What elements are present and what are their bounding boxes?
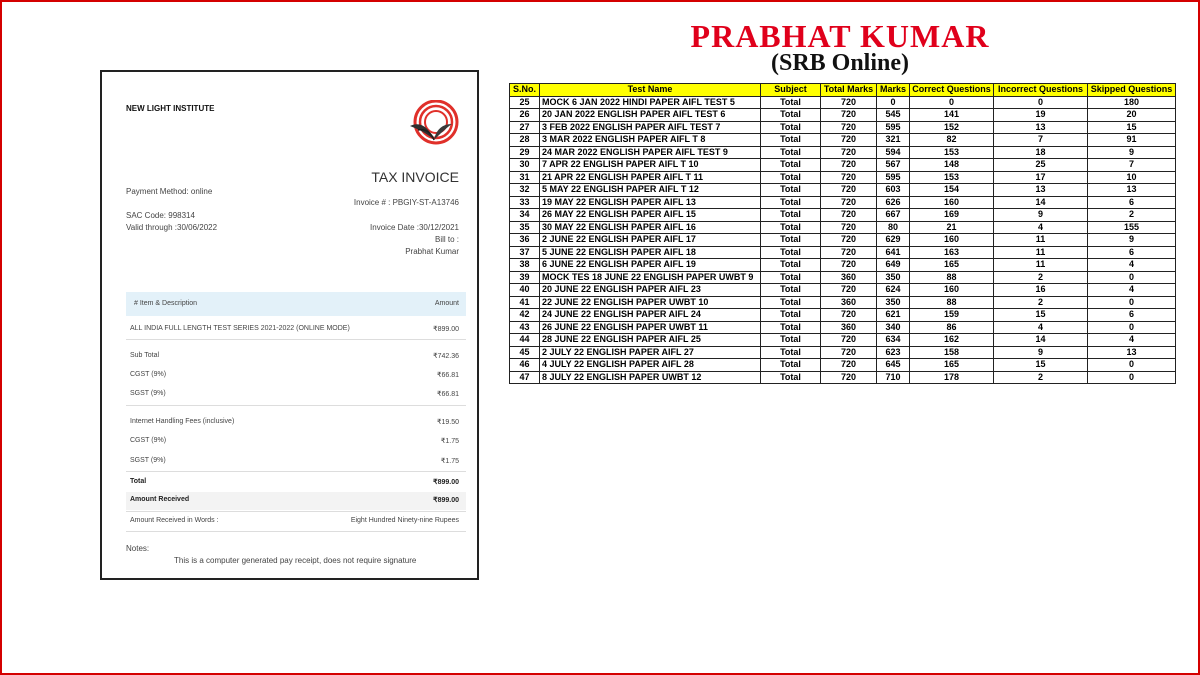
col-test-name: Test Name: [540, 84, 761, 97]
results-table: [509, 83, 1176, 384]
cell-sno: 27: [510, 121, 540, 134]
table-row: [510, 246, 1176, 259]
cell-marks: 645: [877, 359, 910, 372]
notes-label: Notes:: [126, 544, 150, 553]
table-row: [510, 359, 1176, 372]
cell-sno: 41: [510, 296, 540, 309]
cell-skipped: 155: [1088, 221, 1176, 234]
cell-total-marks: 720: [821, 121, 877, 134]
cgst-label: CGST (9%): [130, 371, 167, 378]
divider: [126, 405, 466, 406]
cell-test-name: 7 APR 22 ENGLISH PAPER AIFL T 10: [540, 159, 761, 172]
cell-skipped: 13: [1088, 184, 1176, 197]
cell-skipped: 6: [1088, 196, 1176, 209]
invoice-date: Invoice Date :30/12/2021: [370, 223, 459, 232]
cell-sno: 36: [510, 234, 540, 247]
cell-marks: 624: [877, 284, 910, 297]
cell-skipped: 6: [1088, 246, 1176, 259]
cell-incorrect: 13: [994, 184, 1088, 197]
table-row: [510, 196, 1176, 209]
sub-total-value: ₹742.36: [433, 353, 459, 360]
cell-marks: 545: [877, 109, 910, 122]
cell-incorrect: 14: [994, 196, 1088, 209]
cell-marks: 595: [877, 171, 910, 184]
cell-sno: 29: [510, 146, 540, 159]
amount-received-label: Amount Received: [130, 496, 190, 503]
table-row: [510, 221, 1176, 234]
sgst2-label: SGST (9%): [130, 457, 166, 464]
cell-marks: 634: [877, 334, 910, 347]
notes-text: This is a computer generated pay receipt, does not require signature: [174, 556, 417, 565]
cell-test-name: 21 APR 22 ENGLISH PAPER AIFL T 11: [540, 171, 761, 184]
cell-subject: Total: [761, 221, 821, 234]
cell-marks: 649: [877, 259, 910, 272]
cell-subject: Total: [761, 159, 821, 172]
cell-correct: 158: [910, 346, 994, 359]
cell-marks: 350: [877, 271, 910, 284]
cell-total-marks: 720: [821, 346, 877, 359]
valid-through: Valid through :30/06/2022: [126, 223, 218, 232]
cell-correct: 169: [910, 209, 994, 222]
cell-correct: 21: [910, 221, 994, 234]
table-row: [510, 96, 1176, 109]
cell-subject: Total: [761, 246, 821, 259]
cell-correct: 88: [910, 271, 994, 284]
cell-sno: 38: [510, 259, 540, 272]
cell-incorrect: 15: [994, 359, 1088, 372]
cell-skipped: 7: [1088, 159, 1176, 172]
cell-sno: 45: [510, 346, 540, 359]
cell-incorrect: 9: [994, 209, 1088, 222]
cell-subject: Total: [761, 271, 821, 284]
cell-marks: 595: [877, 121, 910, 134]
cell-subject: Total: [761, 359, 821, 372]
cell-total-marks: 720: [821, 96, 877, 109]
cell-sno: 37: [510, 246, 540, 259]
table-row: [510, 321, 1176, 334]
cell-correct: 160: [910, 284, 994, 297]
cell-incorrect: 17: [994, 171, 1088, 184]
cell-skipped: 2: [1088, 209, 1176, 222]
cell-incorrect: 0: [994, 96, 1088, 109]
cell-incorrect: 14: [994, 334, 1088, 347]
cell-incorrect: 11: [994, 246, 1088, 259]
cell-correct: 178: [910, 371, 994, 384]
cell-subject: Total: [761, 234, 821, 247]
cell-skipped: 15: [1088, 121, 1176, 134]
invoice-title: TAX INVOICE: [371, 169, 459, 185]
cell-total-marks: 720: [821, 171, 877, 184]
cell-sno: 40: [510, 284, 540, 297]
col-incorrect: Incorrect Questions: [994, 84, 1088, 97]
table-row: [510, 346, 1176, 359]
cell-total-marks: 720: [821, 184, 877, 197]
table-row: [510, 309, 1176, 322]
cell-total-marks: 720: [821, 159, 877, 172]
cell-test-name: 20 JAN 2022 ENGLISH PAPER AIFL TEST 6: [540, 109, 761, 122]
cell-skipped: 0: [1088, 321, 1176, 334]
table-row: [510, 109, 1176, 122]
cell-incorrect: 11: [994, 259, 1088, 272]
cell-test-name: 24 JUNE 22 ENGLISH PAPER AIFL 24: [540, 309, 761, 322]
payment-method: Payment Method: online: [126, 187, 213, 196]
cell-marks: 567: [877, 159, 910, 172]
table-row: [510, 271, 1176, 284]
institute-name: NEW LIGHT INSTITUTE: [126, 104, 215, 113]
col-sno: S.No.: [510, 84, 540, 97]
cell-incorrect: 18: [994, 146, 1088, 159]
cell-marks: 340: [877, 321, 910, 334]
cell-correct: 82: [910, 134, 994, 147]
cell-correct: 162: [910, 334, 994, 347]
sac-code: SAC Code: 998314: [126, 211, 195, 220]
tax-invoice: [100, 70, 479, 580]
cell-subject: Total: [761, 346, 821, 359]
cell-test-name: 5 JUNE 22 ENGLISH PAPER AIFL 18: [540, 246, 761, 259]
amount-received-value: ₹899.00: [433, 497, 459, 504]
cell-subject: Total: [761, 334, 821, 347]
cell-test-name: 2 JULY 22 ENGLISH PAPER AIFL 27: [540, 346, 761, 359]
bill-to-name: Prabhat Kumar: [405, 247, 459, 256]
cell-marks: 350: [877, 296, 910, 309]
cell-test-name: 24 MAR 2022 ENGLISH PAPER AIFL TEST 9: [540, 146, 761, 159]
cell-sno: 46: [510, 359, 540, 372]
table-row: [510, 134, 1176, 147]
amount-words-value: Eight Hundred Ninety-nine Rupees: [350, 517, 459, 524]
cell-marks: 594: [877, 146, 910, 159]
cell-skipped: 4: [1088, 284, 1176, 297]
cell-sno: 33: [510, 196, 540, 209]
cell-incorrect: 4: [994, 321, 1088, 334]
cell-correct: 163: [910, 246, 994, 259]
cell-test-name: 20 JUNE 22 ENGLISH PAPER AIFL 23: [540, 284, 761, 297]
cell-total-marks: 720: [821, 284, 877, 297]
cell-skipped: 0: [1088, 371, 1176, 384]
cell-sno: 26: [510, 109, 540, 122]
cell-correct: 148: [910, 159, 994, 172]
cell-total-marks: 720: [821, 109, 877, 122]
total-label: Total: [130, 478, 147, 485]
cell-incorrect: 16: [994, 284, 1088, 297]
col-subject: Subject: [761, 84, 821, 97]
cell-correct: 0: [910, 96, 994, 109]
cell-sno: 30: [510, 159, 540, 172]
col-correct: Correct Questions: [910, 84, 994, 97]
page-subtitle: (SRB Online): [770, 50, 910, 76]
cell-marks: 603: [877, 184, 910, 197]
cell-sno: 28: [510, 134, 540, 147]
cell-total-marks: 720: [821, 259, 877, 272]
cell-sno: 34: [510, 209, 540, 222]
cell-sno: 25: [510, 96, 540, 109]
cell-total-marks: 720: [821, 371, 877, 384]
cell-correct: 154: [910, 184, 994, 197]
table-row: [510, 171, 1176, 184]
cell-subject: Total: [761, 171, 821, 184]
cell-total-marks: 720: [821, 221, 877, 234]
cgst-value: ₹66.81: [437, 372, 459, 379]
cell-incorrect: 2: [994, 296, 1088, 309]
cgst2-label: CGST (9%): [130, 437, 167, 444]
cell-total-marks: 720: [821, 246, 877, 259]
cell-total-marks: 720: [821, 209, 877, 222]
cell-sno: 43: [510, 321, 540, 334]
cell-incorrect: 15: [994, 309, 1088, 322]
cell-total-marks: 360: [821, 296, 877, 309]
cell-total-marks: 720: [821, 134, 877, 147]
cell-sno: 44: [510, 334, 540, 347]
cell-skipped: 0: [1088, 296, 1176, 309]
col-skipped: Skipped Questions: [1088, 84, 1176, 97]
table-row: [510, 184, 1176, 197]
cell-marks: 667: [877, 209, 910, 222]
table-header-row: [510, 84, 1176, 97]
handling-fee-label: Internet Handling Fees (inclusive): [130, 418, 235, 425]
cell-skipped: 20: [1088, 109, 1176, 122]
cell-subject: Total: [761, 296, 821, 309]
cell-subject: Total: [761, 309, 821, 322]
bill-to-label: Bill to :: [434, 235, 459, 244]
cell-test-name: MOCK TES 18 JUNE 22 ENGLISH PAPER UWBT 9: [540, 271, 761, 284]
cell-skipped: 180: [1088, 96, 1176, 109]
cell-incorrect: 11: [994, 234, 1088, 247]
cell-skipped: 10: [1088, 171, 1176, 184]
cell-correct: 152: [910, 121, 994, 134]
cell-incorrect: 9: [994, 346, 1088, 359]
cell-skipped: 0: [1088, 271, 1176, 284]
institute-logo-icon: [404, 100, 464, 146]
table-row: [510, 159, 1176, 172]
cell-sno: 47: [510, 371, 540, 384]
cell-total-marks: 720: [821, 359, 877, 372]
cell-subject: Total: [761, 196, 821, 209]
cell-sno: 35: [510, 221, 540, 234]
cell-subject: Total: [761, 146, 821, 159]
divider: [126, 471, 466, 472]
cell-test-name: 4 JULY 22 ENGLISH PAPER AIFL 28: [540, 359, 761, 372]
invoice-number: Invoice # : PBGIY-ST-A13746: [353, 198, 459, 207]
cell-test-name: 6 JUNE 22 ENGLISH PAPER AIFL 19: [540, 259, 761, 272]
cell-subject: Total: [761, 259, 821, 272]
cell-subject: Total: [761, 321, 821, 334]
cell-total-marks: 720: [821, 234, 877, 247]
cell-skipped: 9: [1088, 234, 1176, 247]
cell-sno: 42: [510, 309, 540, 322]
cell-test-name: 19 MAY 22 ENGLISH PAPER AIFL 13: [540, 196, 761, 209]
cell-marks: 321: [877, 134, 910, 147]
cell-skipped: 4: [1088, 259, 1176, 272]
cell-test-name: 3 FEB 2022 ENGLISH PAPER AIFL TEST 7: [540, 121, 761, 134]
cell-subject: Total: [761, 184, 821, 197]
cell-correct: 153: [910, 171, 994, 184]
cell-subject: Total: [761, 109, 821, 122]
page-title: PRABHAT KUMAR: [690, 18, 990, 54]
divider: [126, 511, 466, 512]
col-item-header: # Item & Description: [134, 300, 198, 307]
divider: [126, 339, 466, 340]
cell-incorrect: 4: [994, 221, 1088, 234]
cell-correct: 141: [910, 109, 994, 122]
cell-total-marks: 720: [821, 309, 877, 322]
cell-correct: 86: [910, 321, 994, 334]
cell-marks: 626: [877, 196, 910, 209]
item-description: ALL INDIA FULL LENGTH TEST SERIES 2021-2022 (ONLINE MODE): [130, 325, 350, 332]
total-value: ₹899.00: [433, 479, 459, 486]
cell-sno: 39: [510, 271, 540, 284]
cell-skipped: 4: [1088, 334, 1176, 347]
cell-skipped: 91: [1088, 134, 1176, 147]
cell-total-marks: 360: [821, 321, 877, 334]
cell-incorrect: 19: [994, 109, 1088, 122]
cell-subject: Total: [761, 96, 821, 109]
amount-words-label: Amount Received in Words :: [130, 517, 219, 524]
cgst2-value: ₹1.75: [440, 438, 459, 445]
cell-total-marks: 360: [821, 271, 877, 284]
cell-marks: 710: [877, 371, 910, 384]
cell-test-name: 28 JUNE 22 ENGLISH PAPER AIFL 25: [540, 334, 761, 347]
item-amount: ₹899.00: [433, 326, 459, 333]
sgst-value: ₹66.81: [437, 391, 459, 398]
cell-incorrect: 25: [994, 159, 1088, 172]
cell-correct: 160: [910, 234, 994, 247]
cell-subject: Total: [761, 209, 821, 222]
cell-marks: 623: [877, 346, 910, 359]
cell-test-name: 8 JULY 22 ENGLISH PAPER UWBT 12: [540, 371, 761, 384]
cell-subject: Total: [761, 121, 821, 134]
cell-test-name: 3 MAR 2022 ENGLISH PAPER AIFL T 8: [540, 134, 761, 147]
cell-incorrect: 2: [994, 271, 1088, 284]
table-row: [510, 296, 1176, 309]
table-row: [510, 334, 1176, 347]
cell-correct: 160: [910, 196, 994, 209]
cell-test-name: MOCK 6 JAN 2022 HINDI PAPER AIFL TEST 5: [540, 96, 761, 109]
cell-marks: 621: [877, 309, 910, 322]
cell-sno: 32: [510, 184, 540, 197]
table-row: [510, 234, 1176, 247]
col-total-marks: Total Marks: [821, 84, 877, 97]
cell-incorrect: 2: [994, 371, 1088, 384]
cell-correct: 153: [910, 146, 994, 159]
cell-test-name: 22 JUNE 22 ENGLISH PAPER UWBT 10: [540, 296, 761, 309]
cell-test-name: 2 JUNE 22 ENGLISH PAPER AIFL 17: [540, 234, 761, 247]
cell-test-name: 26 JUNE 22 ENGLISH PAPER UWBT 11: [540, 321, 761, 334]
cell-total-marks: 720: [821, 146, 877, 159]
sgst2-value: ₹1.75: [440, 458, 459, 465]
cell-skipped: 13: [1088, 346, 1176, 359]
table-row: [510, 209, 1176, 222]
sub-total-label: Sub Total: [130, 352, 160, 359]
cell-marks: 0: [877, 96, 910, 109]
table-row: [510, 146, 1176, 159]
divider: [126, 531, 466, 532]
cell-incorrect: 7: [994, 134, 1088, 147]
cell-correct: 165: [910, 259, 994, 272]
col-marks: Marks: [877, 84, 910, 97]
table-row: [510, 121, 1176, 134]
cell-correct: 159: [910, 309, 994, 322]
cell-test-name: 5 MAY 22 ENGLISH PAPER AIFL T 12: [540, 184, 761, 197]
col-amount-header: Amount: [434, 300, 459, 307]
cell-test-name: 30 MAY 22 ENGLISH PAPER AIFL 16: [540, 221, 761, 234]
cell-subject: Total: [761, 134, 821, 147]
table-row: [510, 259, 1176, 272]
cell-skipped: 0: [1088, 359, 1176, 372]
handling-fee-value: ₹19.50: [437, 419, 459, 426]
cell-total-marks: 720: [821, 196, 877, 209]
cell-marks: 629: [877, 234, 910, 247]
table-row: [510, 371, 1176, 384]
cell-marks: 80: [877, 221, 910, 234]
cell-skipped: 9: [1088, 146, 1176, 159]
cell-sno: 31: [510, 171, 540, 184]
cell-test-name: 26 MAY 22 ENGLISH PAPER AIFL 15: [540, 209, 761, 222]
cell-incorrect: 13: [994, 121, 1088, 134]
table-row: [510, 284, 1176, 297]
cell-marks: 641: [877, 246, 910, 259]
cell-correct: 88: [910, 296, 994, 309]
cell-total-marks: 720: [821, 334, 877, 347]
cell-subject: Total: [761, 284, 821, 297]
sgst-label: SGST (9%): [130, 390, 166, 397]
cell-subject: Total: [761, 371, 821, 384]
cell-skipped: 6: [1088, 309, 1176, 322]
cell-correct: 165: [910, 359, 994, 372]
